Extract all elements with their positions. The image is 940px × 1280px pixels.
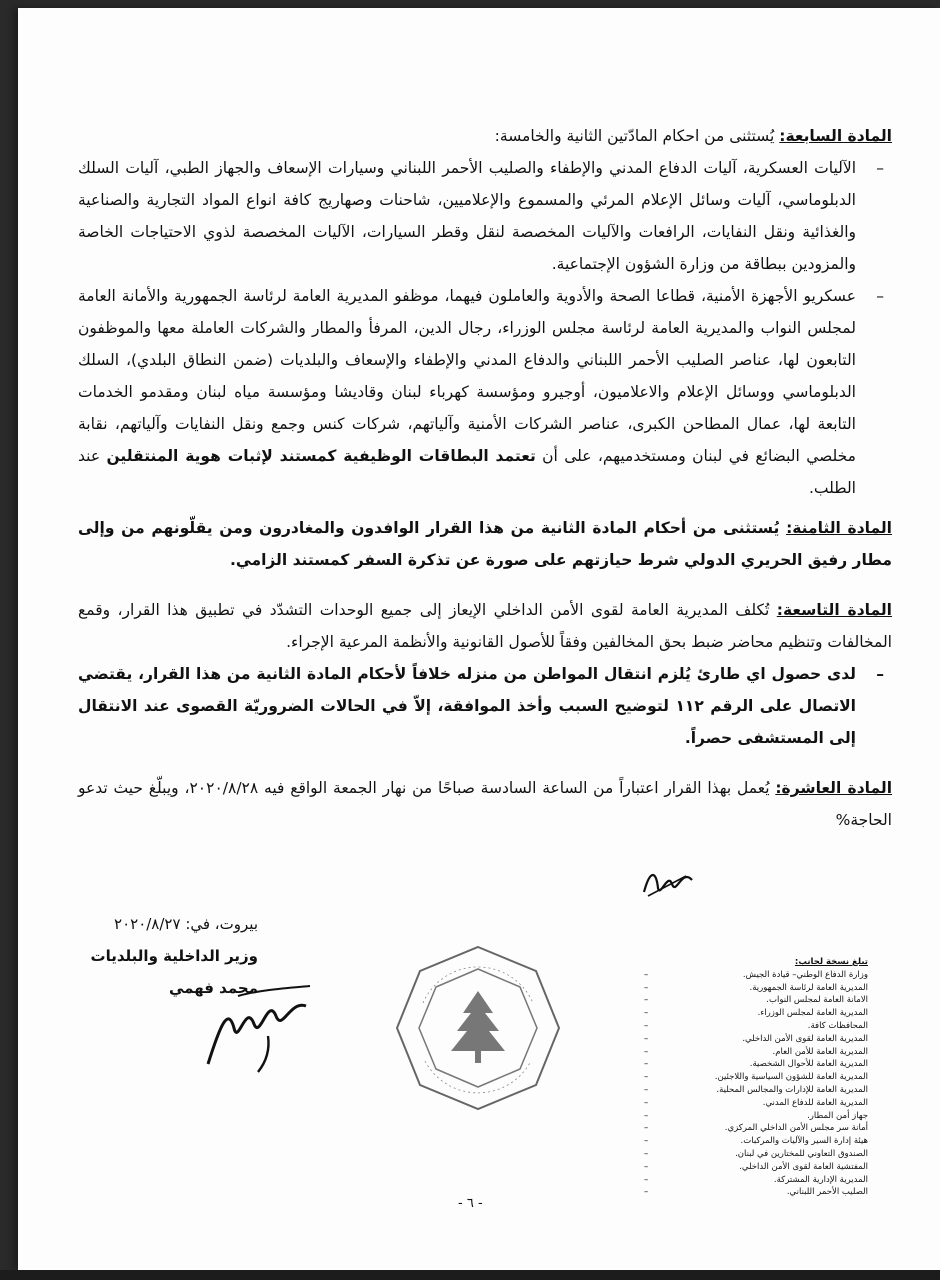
copies-item: المديرية العامة لمجلس الوزراء. –: [668, 1007, 868, 1020]
copies-item: المديرية العامة للأحوال الشخصية. –: [668, 1058, 868, 1071]
article-7-heading: المادة السابعة:: [779, 127, 892, 145]
copies-list: [668, 969, 868, 1199]
article-10: [78, 772, 892, 836]
copies-item: جهاز أمن المطار. –: [668, 1110, 868, 1123]
article-7: [78, 120, 892, 152]
copies-item: المفتشية العامة لقوى الأمن الداخلي. –: [668, 1161, 868, 1174]
article-10-heading: المادة العاشرة:: [775, 779, 893, 797]
page-bottom-edge: [0, 1270, 940, 1280]
copies-item: المديرية العامة للشؤون السياسية واللاجئين. –: [668, 1071, 868, 1084]
article-8-heading: المادة الثامنة:: [786, 519, 892, 537]
article-7-bullet-vehicles: – الآليات العسكرية، آليات الدفاع المدني والإطفاء والصليب الأحمر اللبناني وسيارات الإسعاف والجهاز الطبي، آليات السلك الدبلوماسي، آليات وسائل الإعلام المرئي والمسموع والإعلاميين، شاحنات وصهاريج كافة انواع المواد التجارية والصناعية والغذائية ونقل النفايات، الرافعات والآليات المخصصة لنقل وقطر السيارات، الآليات المخصصة لذوي الاحتياجات الخاصة والمزودين ببطاقة من وزارة الشؤون الإجتماعية.: [78, 152, 892, 280]
document-page: [18, 8, 940, 1270]
article-9-heading: المادة التاسعة:: [776, 601, 892, 619]
copies-item: الامانة العامة لمجلس النواب. –: [668, 994, 868, 1007]
decree-body: [78, 120, 892, 836]
article-7-intro: يُستثنى من احكام المادّتين الثانية والخامسة:: [494, 127, 780, 145]
article-7-bullet-personnel-tail: عند الطلب.: [78, 447, 856, 497]
article-9-bullet-emergency: – لدى حصول اي طارئ يُلزم انتقال المواطن من منزله خلافاً لأحكام المادة الثانية من هذا القرار، يقتضي الاتصال على الرقم ١١٢ لتوضيح السبب وأخذ الموافقة، إلاّ في الحالات الضروريّة القصوى عند الانتقال إلى المستشفى حصراً.: [78, 658, 892, 754]
article-7-bullet-personnel: [78, 280, 892, 504]
copies-item: المحافظات كافة. –: [668, 1020, 868, 1033]
handwritten-signature-icon: [198, 976, 318, 1076]
ministry-seal-icon: [393, 943, 563, 1113]
copies-item: الصندوق التعاوني للمختارين في لبنان. –: [668, 1148, 868, 1161]
copies-item: المديرية العامة للإدارات والمجالس المحلية. –: [668, 1084, 868, 1097]
article-10-body: يُعمل بهذا القرار اعتباراً من الساعة السادسة صباحًا من نهار الجمعة الواقع فيه ٢٠٢٠/٨/٢٨، ويبلّغ حيث تدعو الحاجة%: [78, 779, 892, 829]
page-number: - ٦ -: [458, 1196, 483, 1211]
article-9: [78, 594, 892, 658]
article-7-bullet-personnel-text: عسكريو الأجهزة الأمنية، قطاعا الصحة والأدوية والعاملون فيهما، موظفو المديرية العامة لرئاسة الجمهورية والأمانة العامة لمجلس النواب والمديرية العامة لرئاسة مجلس الوزراء، رجال الدين، المرفأ والمطار والشركات العاملة معها والموظفون التابعون لها، عناصر الصليب الأحمر اللبناني والدفاع المدني والإطفاء والإسعاف والبلديات (ضمن النطاق البلدي)، السلك الدبلوماسي ووسائل الإعلام والاعلاميون، أوجيرو ومؤسسة كهرباء لبنان وقاديشا ومؤسسة مياه لبنان ومقدمو الخدمات التابعة لها، عمال المطاحن الكبرى، عناصر الشركات الأمنية وآلياتهم، شركات كنس وجمع ونقل النفايات وآلياتهم، نقابة مخلصي البضائع في لبنان ومستخدميهم، على أن: [78, 287, 856, 465]
signature-name: محمد فهمي: [169, 979, 258, 997]
copies-item: المديرية العامة لرئاسة الجمهورية. –: [668, 982, 868, 995]
copies-item: المديرية الإدارية المشتركة. –: [668, 1174, 868, 1187]
article-8-body: يُستثنى من أحكام المادة الثانية من هذا القرار الوافدون والمغادرون ومن يقلّونهم من وإلى مطار رفيق الحريري الدولي شرط حيازتهم على صورة عن تذكرة السفر كمستند الزامي.: [78, 519, 892, 569]
initial-mark-icon: [638, 862, 698, 902]
copies-item: أمانة سر مجلس الأمن الداخلي المركزي. –: [668, 1122, 868, 1135]
copies-item: المديرية العامة للدفاع المدني. –: [668, 1097, 868, 1110]
copies-item: وزارة الدفاع الوطني– قيادة الجيش. –: [668, 969, 868, 982]
article-7-bullet-personnel-bold: تعتمد البطاقات الوظيفية كمستند لإثبات هوية المنتقلين: [106, 447, 536, 465]
copies-item: المديرية العامة لقوى الأمن الداخلي. –: [668, 1033, 868, 1046]
article-8: [78, 512, 892, 576]
copies-item: الصليب الأحمر اللبناني. –: [668, 1186, 868, 1199]
copies-item: المديرية العامة للأمن العام. –: [668, 1046, 868, 1059]
article-9-body: تُكلف المديرية العامة لقوى الأمن الداخلي الإيعاز إلى جميع الوحدات التشدّد في تطبيق هذا القرار، وقمع المخالفات وتنظيم محاضر ضبط بحق المخالفين وفقاً للأصول القانونية والأنظمة المرعية الإجراء.: [78, 601, 892, 651]
copies-title: تبلغ نسخة لجانب:: [794, 957, 868, 967]
copies-distribution: [668, 956, 868, 1199]
signature-title: وزير الداخلية والبلديات: [90, 947, 258, 965]
signature-date: بيروت، في: ٢٠٢٠/٨/٢٧: [114, 915, 258, 933]
copies-item: هيئة إدارة السير والآليات والمركبات. –: [668, 1135, 868, 1148]
